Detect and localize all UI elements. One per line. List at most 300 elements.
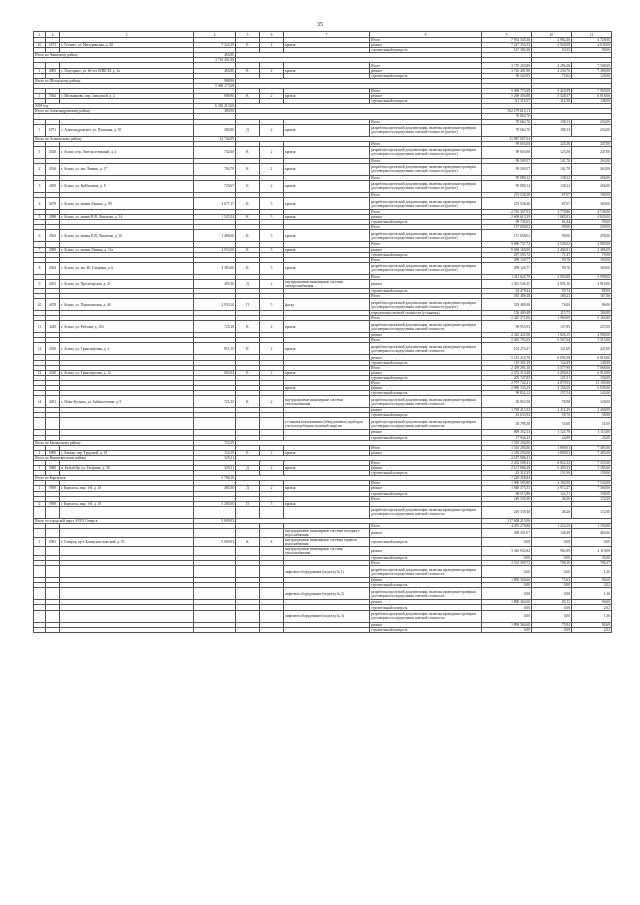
table-cell: фасад (284, 299, 370, 311)
table-cell: 119 301,39 (482, 360, 532, 365)
table-cell: 4540 (46, 370, 60, 375)
table-cell: 75,62 (532, 73, 572, 78)
table-cell: г. Каргасок, мкр. 1-й, д. 16 (60, 486, 194, 491)
table-cell: 5 (260, 198, 284, 210)
table-cell: 9 006 737,72 (482, 242, 532, 247)
table-cell (236, 418, 260, 430)
table-cell: 4 102,00 (532, 481, 572, 486)
table-cell: 7 185,00 (572, 466, 612, 471)
table-cell: 99 603,06 (482, 141, 532, 146)
table-cell: 99 509,57 (482, 158, 532, 163)
table-cell: 59,70 (532, 413, 572, 418)
table-cell: строительный контроль (370, 471, 482, 476)
table-cell: 982,99 (532, 547, 572, 556)
table-cell: Итого (370, 38, 482, 43)
table-cell: 167 584,26 (482, 48, 532, 53)
table-cell: 56 963,50 (482, 396, 532, 408)
table-cell: внутридомовые инженерные системы холодного водоснабжения (284, 529, 370, 538)
table-cell: ремонт (370, 386, 482, 391)
table-cell: Итого (370, 119, 482, 124)
table-cell: разработка проектной документации, включая проведение проверки достоверности определения сметной стоимости (расчет) (370, 163, 482, 175)
table-cell: 1,36 (572, 566, 612, 578)
table-cell: 1 890 364,60 (482, 622, 532, 627)
table-cell: 158,00 (572, 491, 612, 496)
table-cell: 263,00 (572, 163, 612, 175)
section-sum: 2 187 986,31 (482, 455, 532, 460)
table-cell: кровля (284, 501, 370, 506)
table-cell: разработка проектной документации, включая проведение проверки достоверности определения сметной стоимости (расчет) (370, 299, 482, 311)
table-cell: 1 (34, 450, 46, 455)
table-cell: 7464 (46, 94, 60, 99)
table-cell: 0,00 (532, 605, 572, 610)
table-cell: 157 658,02 (482, 225, 532, 230)
table-cell: 1 121,79 (532, 430, 572, 435)
table-cell: 1 779,86 (532, 210, 572, 215)
table-cell: 4 079,53 (532, 380, 572, 385)
table-cell (236, 547, 260, 556)
section-name: Итого по Каргаснок (34, 476, 194, 481)
table-cell: 2,02 (572, 605, 612, 610)
table-cell: Итого (370, 496, 482, 501)
table-cell: 4 296,38 (532, 63, 572, 68)
table-cell: внутридомовые инженерные системы горячего водоснабжения (284, 538, 370, 547)
section-area: 380,90 (194, 109, 236, 114)
table-cell: 141,70 (532, 163, 572, 175)
table-cell: 2 (260, 180, 284, 192)
table-cell: 0,00 (482, 566, 532, 578)
table-cell: 2 (34, 163, 46, 175)
table-cell: К (236, 321, 260, 333)
table-cell: разработка проектной документации, включая проведение проверки достоверности определения сметной стоимости (370, 588, 482, 600)
table-cell (194, 529, 236, 538)
table-row (34, 299, 612, 311)
table-cell: 125,36 (532, 141, 572, 146)
table-cell: внутридомовые инженерные системы теплоснабжения (284, 547, 370, 556)
table-cell (34, 627, 46, 632)
table-cell: 493,50 (194, 279, 236, 288)
table-cell: Итого (370, 481, 482, 486)
table-cell: 7 247 356,33 (482, 43, 532, 48)
table-cell: 0,00 (532, 556, 572, 561)
table-cell: 721,35 (194, 396, 236, 408)
table-cell (34, 418, 46, 430)
table-cell: 1 480,66 (194, 230, 236, 242)
table-cell: разработка проектной документации, включая проведение проверки достоверности определения сметной стоимости (370, 566, 482, 578)
table-cell: 0,00 (482, 605, 532, 610)
table-cell: 4 638,00 (572, 43, 612, 48)
table-cell: 17 944,23 (482, 435, 532, 440)
table-cell: 8 669 160,00 (482, 247, 532, 252)
table-cell: 0,00 (532, 610, 572, 622)
table-cell: 3 770 203,89 (482, 63, 532, 68)
table-cell (46, 418, 60, 430)
table-cell: 99,00 (532, 225, 572, 230)
table-cell (46, 610, 60, 622)
table-cell (236, 529, 260, 538)
table-cell: 2 (260, 396, 284, 408)
table-cell: с. Мельниково, пер. Заводской, д. 2 (60, 94, 194, 99)
table-cell: 7 335,00 (572, 460, 612, 465)
table-cell: кровля (284, 450, 370, 455)
table-cell: строительный контроль (370, 413, 482, 418)
table-cell (46, 547, 60, 556)
table-cell: 148,00 (572, 360, 612, 365)
table-cell: 75,63 (532, 578, 572, 583)
table-cell: строительный контроль (370, 538, 482, 547)
table-cell: 1,36 (572, 588, 612, 600)
table-cell: 88,00 (572, 288, 612, 293)
table-cell: 1 826,15 (532, 333, 572, 338)
section-area: 3 716 401,96 (194, 58, 236, 63)
table-cell: ремонт (370, 466, 482, 471)
table-cell: 704,70 (194, 163, 236, 175)
table-cell: 0,00 (532, 583, 572, 588)
table-cell: 2 459 291,16 (482, 365, 532, 370)
table-cell (236, 566, 260, 578)
table-cell: 58,00 (572, 413, 612, 418)
table-cell: Итого (370, 338, 482, 343)
table-cell: кровля (284, 163, 370, 175)
table-cell: 29 478,44 (482, 288, 532, 293)
table-cell: 257,00 (572, 321, 612, 333)
table-cell (60, 547, 194, 556)
table-cell: К (236, 247, 260, 252)
table-cell: разработка проектной документации, включая проведение проверки достоверности определения сметной стоимости (370, 506, 482, 518)
table-cell: г. Асино, ул. Транспортная, д. 12 (60, 370, 194, 375)
table-cell: ремонт (370, 430, 482, 435)
table-cell: 121,91 (532, 375, 572, 380)
table-cell: кровля (284, 124, 370, 136)
table-cell: 5 402 792,65 (482, 338, 532, 343)
table-cell: 2 (260, 279, 284, 288)
table-cell: строительный контроль (370, 252, 482, 257)
table-cell: 5 268 456,88 (482, 94, 532, 99)
table-cell (60, 418, 194, 430)
table-cell: 7 485,00 (572, 445, 612, 450)
table-cell (60, 529, 194, 538)
table-cell: ремонт (370, 355, 482, 360)
table-cell: 254,00 (572, 124, 612, 136)
table-cell: Итого (370, 380, 482, 385)
section-area: 5 609,93 (194, 518, 236, 523)
table-cell: 273 538,28 (482, 192, 532, 197)
section-sum: 362 179 615,13 (482, 109, 532, 114)
table-cell: 4564 (46, 262, 60, 274)
table-cell: Итого (370, 445, 482, 450)
table-cell: 4478 (46, 299, 60, 311)
table-cell: г. Асино, ул. Рабочая, д. 163 (60, 321, 194, 333)
table-cell: определения сметной стоимости (установка) (370, 311, 482, 316)
table-row (34, 396, 612, 408)
table-cell: кровля (284, 146, 370, 158)
table-cell: разработка проектной документации, включая проведение проверки достоверности определения сметной стоимости (370, 418, 482, 430)
table-cell: 111 316,57 (482, 99, 532, 104)
table-cell: 5 (260, 299, 284, 311)
table-cell: 988,96 (194, 94, 236, 99)
table-cell: 5 (34, 215, 46, 220)
table-cell: разработка проектной документации, включая проведение проверки достоверности определения сметной стоимости (расчет) (370, 124, 482, 136)
table-cell (34, 588, 46, 600)
table-cell: 2 898 335,29 (482, 386, 532, 391)
table-cell: кровля (284, 343, 370, 355)
table-cell: 172,00 (572, 506, 612, 518)
table-cell: 69 324,05 (482, 73, 532, 78)
table-cell: 137,85 (532, 321, 572, 333)
table-cell: 169,00 (572, 198, 612, 210)
table-cell: 4563 (46, 230, 60, 242)
table-cell: 329,11 (194, 466, 236, 471)
table-cell: П (236, 501, 260, 506)
table-cell: 254,00 (572, 119, 612, 124)
table-cell: 94,60 (572, 600, 612, 605)
table-cell: 851,15 (194, 343, 236, 355)
table-cell: 4 (260, 538, 284, 547)
table-cell: 2,02 (572, 627, 612, 632)
table-cell: 2 (260, 343, 284, 355)
table-cell: г. Тутаево, ул. Мичуринская, д. 28 (60, 43, 194, 48)
table-cell: Итого (370, 88, 482, 93)
section-name: Итого по Александровскому району (34, 109, 194, 114)
table-cell: 4 533 309,72 (482, 561, 532, 566)
table-cell: установка коллективных (общедомовых) приборов учета потребления тепловой энергии (284, 418, 370, 430)
capital-repair-table (33, 31, 612, 633)
table-cell: 786,37 (572, 561, 612, 566)
table-cell: 2 411,25 (532, 408, 572, 413)
col-header: 11 (572, 32, 612, 38)
table-cell: 6 (34, 230, 46, 242)
table-cell: 1 (34, 68, 46, 73)
table-cell (60, 566, 194, 578)
table-cell: 720,67 (194, 180, 236, 192)
table-cell: К (236, 94, 260, 99)
table-row (34, 506, 612, 518)
table-cell: 1 960,00 (532, 316, 572, 321)
table-cell: 99 603,06 (482, 146, 532, 158)
table-cell: К (236, 396, 260, 408)
table-cell: 112,58 (532, 99, 572, 104)
table-cell: 169,00 (572, 192, 612, 197)
table-cell: ремонт (370, 43, 482, 48)
table-cell: 4516 (46, 163, 60, 175)
table-cell: 249 339,40 (482, 496, 532, 501)
table-cell: 1 (34, 486, 46, 491)
table-row (34, 230, 612, 242)
table-cell: кровля (284, 262, 370, 274)
table-cell: 2 119,00 (572, 547, 612, 556)
table-cell (284, 506, 370, 518)
table-cell (236, 506, 260, 518)
table-cell: 59,74 (532, 288, 572, 293)
table-cell: 148,00 (572, 99, 612, 104)
table-cell: 9 (34, 279, 46, 288)
table-cell: кровля (284, 247, 370, 252)
table-cell: 43 633,94 (482, 413, 532, 418)
table-cell: 138,32 (532, 180, 572, 192)
table-cell: Д (236, 486, 260, 491)
table-cell: 45,00 (572, 556, 612, 561)
table-cell: 61,44 (532, 220, 572, 225)
table-cell: 1 809,01 (532, 445, 572, 450)
table-cell: 99,78 (532, 257, 572, 262)
table-cell: К (236, 230, 260, 242)
table-row (34, 566, 612, 578)
table-cell: г. Северск, пр-т Коммунистический, д. 55 (60, 538, 194, 547)
table-cell: строительный контроль (370, 288, 482, 293)
table-cell: 2 (260, 163, 284, 175)
table-cell: 5 181 216,79 (482, 355, 532, 360)
table-cell: 4 156,56 (532, 386, 572, 391)
table-cell: 0,00 (532, 627, 572, 632)
table-cell: 2,02 (572, 583, 612, 588)
table-cell: 4449 (46, 321, 60, 333)
table-cell: 2 797 742,41 (482, 380, 532, 385)
table-cell (194, 588, 236, 600)
table-cell: 1 849 375,55 (482, 486, 532, 491)
table-cell: п. Белый Яр, ул. Гагарина, д. 58 (60, 466, 194, 471)
col-header: 3 (60, 32, 194, 38)
table-cell: 63,35 (532, 48, 572, 53)
table-cell: 79,00 (572, 252, 612, 257)
table-cell (260, 610, 284, 622)
table-cell: 725,10 (194, 321, 236, 333)
page-number: 35 (317, 22, 323, 28)
table-row (34, 163, 612, 175)
table-cell: 3 716 401,96 (482, 68, 532, 73)
table-cell: 138,00 (572, 471, 612, 476)
table-cell: Д (236, 466, 260, 471)
table-cell (236, 627, 260, 632)
table-cell: Итого (370, 225, 482, 230)
col-header: 7 (284, 32, 370, 38)
table-cell: разработка проектной документации, включая проведение проверки достоверности определения сметной стоимости (370, 396, 482, 408)
table-cell: ремонт (370, 333, 482, 338)
table-cell: разработка проектной документации, включая проведение проверки достоверности определения сметной стоимости (370, 321, 482, 333)
table-row (34, 418, 612, 430)
table-cell: 4 (34, 198, 46, 210)
table-cell: 5 (260, 501, 284, 506)
table-cell: 7 508,00 (572, 63, 612, 68)
table-cell: 99,78 (532, 262, 572, 274)
table-cell: 7 534,00 (572, 481, 612, 486)
table-cell: 1 890 364,60 (482, 578, 532, 583)
table-cell: 10 (34, 43, 46, 48)
table-cell: 5 328,37 (532, 94, 572, 99)
table-cell (34, 547, 46, 556)
table-cell: 809 352,53 (482, 430, 532, 435)
table-cell: 3 410 932,82 (482, 547, 532, 556)
table-cell: К (236, 146, 260, 158)
table-cell: 7 485,00 (572, 450, 612, 455)
table-cell: 25,00 (572, 435, 612, 440)
table-cell: 4 230,76 (532, 68, 572, 73)
table-cell: строительный контроль (370, 605, 482, 610)
table-cell: 99,00 (572, 220, 612, 225)
table-cell: разработка проектной документации, включая проведение проверки достоверности определения сметной стоимости (расчет) (370, 180, 482, 192)
table-cell: 2 992,46 (532, 38, 572, 43)
table-cell: 143,00 (572, 391, 612, 396)
table-cell: 319 480,00 (482, 299, 532, 311)
table-cell (194, 547, 236, 556)
table-cell: 1 150,00 (572, 523, 612, 528)
table-cell: ремонт (370, 600, 482, 605)
table-cell (260, 418, 284, 430)
section-sum: 31 987 687,64 (482, 136, 532, 141)
table-cell: 2 920,08 (532, 43, 572, 48)
table-cell: разработка проектной документации, включая проведение проверки достоверности определения сметной стоимости (370, 343, 482, 355)
table-cell: ремонт (370, 94, 482, 99)
table-cell: 249 339,40 (482, 506, 532, 518)
table-cell: 2 985,00 (572, 242, 612, 247)
section-sum: 7 229 358,84 (482, 476, 532, 481)
col-header: 1 (34, 32, 46, 38)
table-cell: 6 567,64 (532, 338, 572, 343)
table-cell: г. Асино, ул. имени Ленина, д. 90 (60, 198, 194, 210)
table-cell: 7 954 545,36 (482, 38, 532, 43)
table-cell: г. Каргасок, мкр. 1-й, д. 10 (60, 501, 194, 506)
table-cell: кровля (284, 486, 370, 491)
table-cell: строительный контроль (370, 48, 482, 53)
table-cell: 75,94 (532, 622, 572, 627)
table-cell (194, 418, 236, 430)
table-cell: ремонт (370, 247, 482, 252)
table-row (34, 198, 612, 210)
table-cell: разработка проектной документации, включая проведение проверки достоверности определения сметной стоимости (370, 610, 482, 622)
table-cell: 724,59 (194, 450, 236, 455)
table-cell (260, 588, 284, 600)
table-cell: Д (236, 279, 260, 288)
table-cell: 5 165,00 (572, 316, 612, 321)
table-cell: с. Подгорное, ул. 60 лет ВЛКСМ, д. 1а (60, 68, 194, 73)
table-cell: г. Асино, ул. Партизанская, д. 40 (60, 299, 194, 311)
table-cell: лифтовое оборудование (подъезд № 3) (284, 610, 370, 622)
table-cell: 99,00 (532, 230, 572, 242)
table-cell: 4 455 276,86 (482, 523, 532, 528)
table-cell (46, 529, 60, 538)
table-cell: Итого (370, 561, 482, 566)
table-cell: г. Асино, ул. имени В.В. Липатова, д. 36 (60, 230, 194, 242)
table-cell: 121,69 (532, 343, 572, 355)
table-cell: 0,00 (532, 588, 572, 600)
table-cell: 45 312,35 (482, 471, 532, 476)
table-cell: 158,00 (572, 375, 612, 380)
table-cell (34, 506, 46, 518)
table-cell: 2 425 371,86 (482, 316, 532, 321)
table-cell: 5 423,99 (532, 88, 572, 93)
table-cell: 2 (260, 370, 284, 375)
table-cell: Итого (370, 257, 482, 262)
table-cell: Итого (370, 274, 482, 279)
table-cell: 1 381 546,35 (482, 279, 532, 288)
table-cell: ремонт (370, 578, 482, 583)
table-cell: строительный контроль (370, 627, 482, 632)
table-row (34, 124, 612, 136)
table-cell: 137,54 (532, 391, 572, 396)
table-cell: 68 513,86 (482, 491, 532, 496)
table-cell: 4 728,00 (572, 38, 612, 43)
table-cell: 1 (34, 466, 46, 471)
section-name: Итого по Бакчарскому району (34, 440, 194, 445)
table-cell: 94,60 (572, 578, 612, 583)
table-cell: 1 (34, 124, 46, 136)
col-header: 10 (532, 32, 572, 38)
table-cell: 83,13 (532, 600, 572, 605)
table-cell: 5680 (46, 466, 60, 471)
table-cell: К (236, 198, 260, 210)
table-cell: строительный контроль (370, 491, 482, 496)
table-cell: 485,50 (194, 486, 236, 491)
section-area: 5 786,10 (194, 476, 236, 481)
table-cell: 2 486,00 (572, 247, 612, 252)
